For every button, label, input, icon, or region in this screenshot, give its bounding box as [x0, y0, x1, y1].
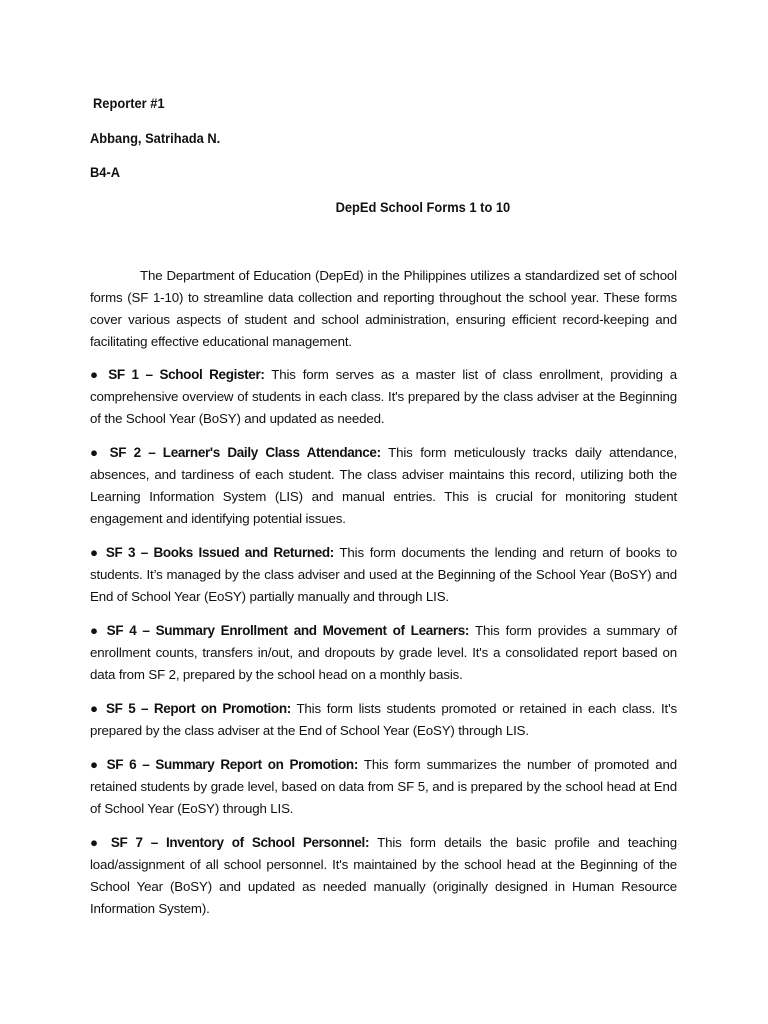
- sf5-text: This form lists students promoted or retained in each class. It's prepared by the class adviser at the End of School Year (EoSY) through LIS.: [90, 701, 677, 738]
- bullet-icon: ●: [90, 701, 101, 716]
- sf3-item: [90, 542, 677, 608]
- sf2-heading: SF 2 – Learner's Daily Class Attendance:: [109, 445, 381, 460]
- sf4-heading: SF 4 – Summary Enrollment and Movement of Learners:: [106, 623, 470, 638]
- document-body: [90, 265, 677, 932]
- sf7-heading: SF 7 – Inventory of School Personnel:: [110, 835, 370, 850]
- sf6-heading: SF 6 – Summary Report on Promotion:: [106, 757, 358, 772]
- sf1-heading: SF 1 – School Register:: [108, 367, 265, 382]
- sf6-text: This form summarizes the number of promoted and retained students by grade level, based on data from SF 5, and is prepared by the school head at End of School Year (EoSY) through LIS.: [90, 757, 677, 816]
- intro-paragraph: The Department of Education (DepEd) in the Philippines utilizes a standardized set of school forms (SF 1-10) to streamline data collection and reporting throughout the school year. These forms cover various aspects of student and school administration, ensuring efficient record-keeping and facilitating effective educational management.: [90, 268, 677, 349]
- sf6-item: [90, 754, 677, 820]
- sf1-item: [90, 364, 677, 430]
- sf7-item: [90, 832, 677, 920]
- sf4-item: [90, 620, 677, 686]
- bullet-icon: ●: [90, 367, 102, 382]
- reporter-label: Reporter #1: [93, 95, 165, 111]
- sf3-heading: SF 3 – Books Issued and Returned:: [105, 545, 334, 560]
- bullet-icon: ●: [90, 757, 101, 772]
- bullet-icon: ●: [90, 623, 101, 638]
- sf7-text: This form details the basic profile and teaching load/assignment of all school personnel. It's maintained by the school head at the Beginning of the School Year (BoSY) and updated as needed manually (originally designed in Human Resource Information System).: [90, 835, 677, 916]
- sf2-item: [90, 442, 677, 530]
- sf1-text: This form serves as a master list of class enrollment, providing a comprehensive overview of students in each class. It's prepared by the class adviser at the Beginning of the School Year (BoSY) and updated as needed.: [90, 367, 677, 426]
- sf2-text: This form meticulously tracks daily attendance, absences, and tardiness of each student. The class adviser maintains this record, utilizing both the Learning Information System (LIS) and manual entries. This is crucial for monitoring student engagement and identifying potential issues.: [90, 445, 678, 526]
- sf5-heading: SF 5 – Report on Promotion:: [105, 701, 291, 716]
- document-title-row: [0, 198, 768, 216]
- bullet-icon: ●: [90, 545, 101, 560]
- reporter-name: Abbang, Satrihada N.: [90, 130, 221, 146]
- sf4-text: This form provides a summary of enrollment counts, transfers in/out, and dropouts by grade level. It's a consolidated report based on data from SF 2, prepared by the school head on a monthly basis.: [90, 623, 677, 682]
- sf5-item: [90, 698, 677, 742]
- section-label: B4-A: [90, 164, 121, 180]
- bullet-icon: ●: [90, 445, 102, 460]
- sf3-text: This form documents the lending and return of books to students. It’s managed by the class adviser and used at the Beginning of the School Year (BoSY) and End of School Year (EoSY) partially manually and through LIS.: [90, 545, 678, 604]
- bullet-icon: ●: [90, 835, 103, 850]
- document-title: DepEd School Forms 1 to 10: [335, 199, 511, 215]
